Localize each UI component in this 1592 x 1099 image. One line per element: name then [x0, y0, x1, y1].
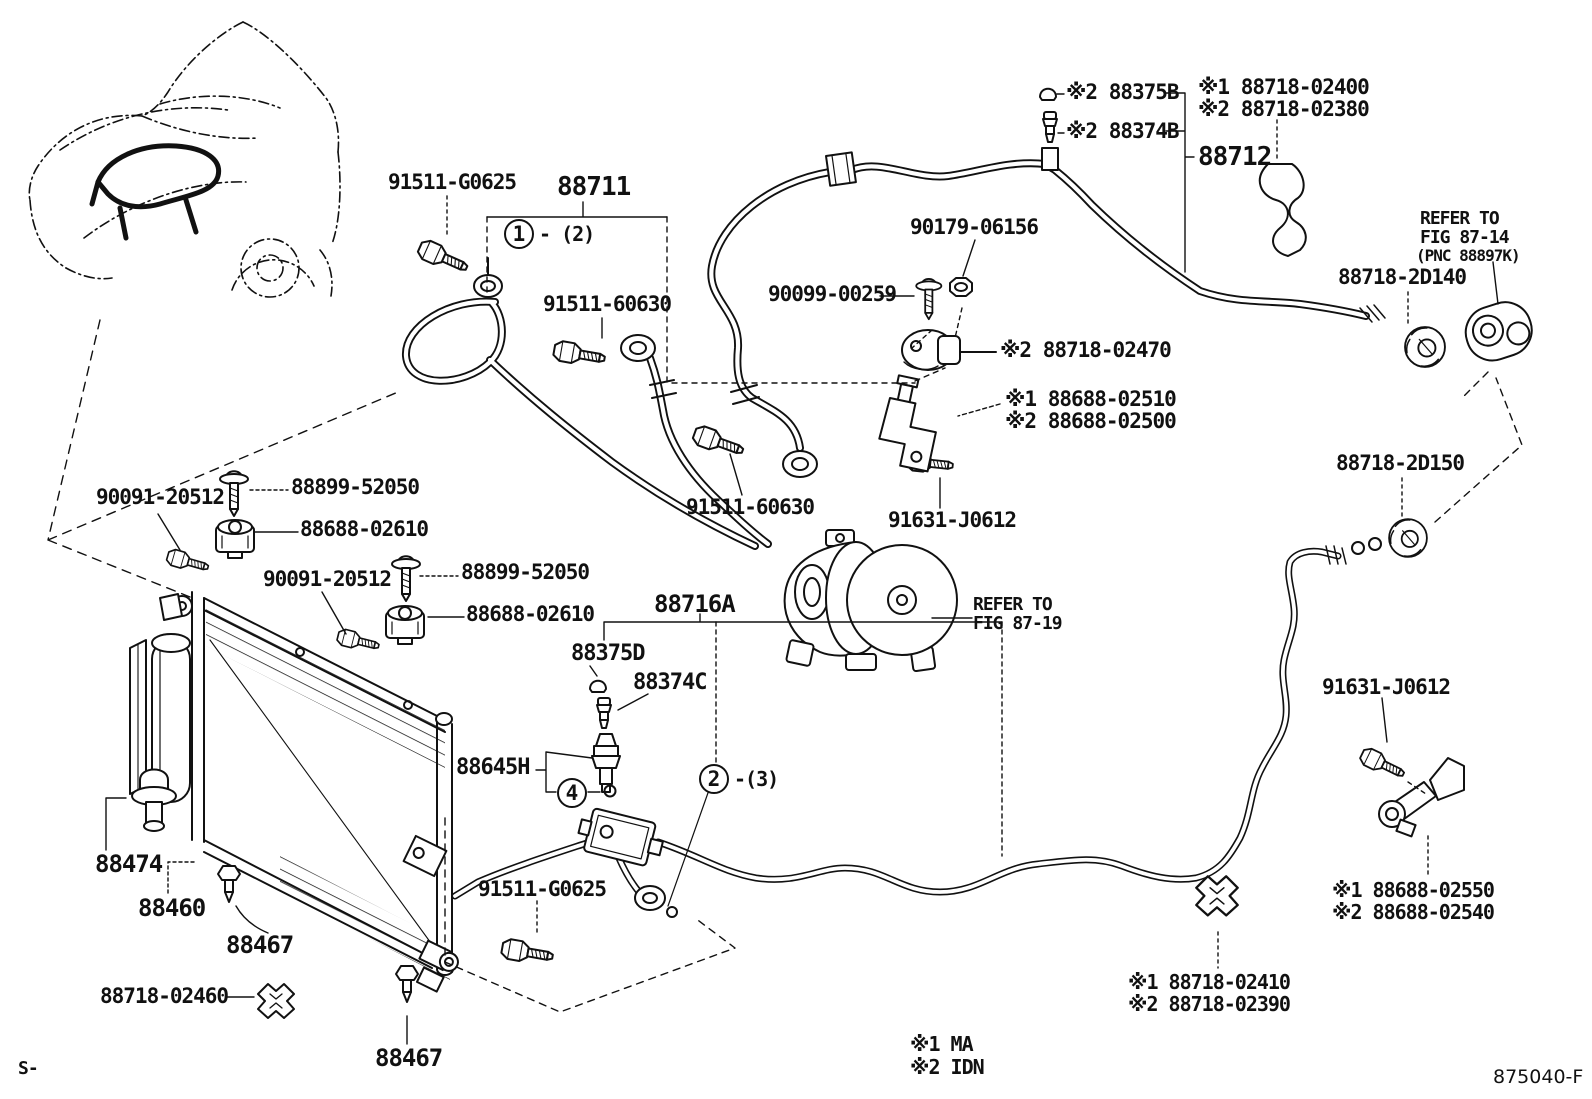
part-label: 88467: [375, 1044, 443, 1072]
part-label: 88899-52050: [461, 560, 590, 584]
part-label: ※2 88718-02380: [1198, 97, 1369, 121]
hose-flange: [783, 451, 817, 477]
part-label: 88718-02460: [100, 984, 229, 1008]
part-label: FIG 87-19: [973, 613, 1062, 634]
sight-glass-sensor-88645h: [592, 734, 620, 792]
part-label: 91511-60630: [686, 495, 815, 519]
callout-number: 4: [557, 778, 587, 808]
pipe-clamp-02470: [902, 330, 960, 370]
part-label: 88712: [1198, 142, 1272, 172]
callout-number: 2: [699, 764, 729, 794]
part-label: 88688-02610: [466, 602, 595, 626]
hose-flange: [621, 335, 655, 361]
pipe-grommet-2d150: [1389, 519, 1427, 557]
part-label: 88716A: [654, 590, 735, 618]
figure-code: 875040-F: [1493, 1066, 1584, 1088]
callout-quantity: -(3): [734, 767, 779, 791]
condenser-pin-icon: [218, 866, 240, 902]
part-label: FIG 87-14: [1420, 227, 1509, 248]
condenser-pin-icon: [396, 966, 418, 1002]
part-label: ※1 88688-02510: [1005, 387, 1176, 411]
projection-lines: [48, 320, 398, 597]
part-label: 88460: [138, 894, 206, 922]
part-label: 88645H: [456, 755, 530, 780]
part-label: 88899-52050: [291, 475, 420, 499]
part-label: 91511-G0625: [388, 170, 517, 194]
part-label: ※2 88718-02390: [1128, 992, 1290, 1016]
spring-clamp-icon: [1196, 876, 1237, 915]
harness-highlight: [92, 146, 219, 238]
rubber-cushion-icon: [216, 520, 254, 558]
part-label: 88718-2D140: [1338, 265, 1467, 289]
callout-quantity: - (2): [539, 222, 595, 246]
footnote-1: ※1 MA: [910, 1032, 973, 1056]
screw-icon: [392, 556, 420, 601]
screw-icon: [916, 279, 941, 319]
service-valve-cap-icon: [1040, 89, 1056, 100]
part-label: 88474: [95, 850, 163, 878]
part-label: 88711: [557, 172, 631, 202]
pipe-bracket-02510: [875, 374, 946, 471]
o-ring-icon: [1352, 542, 1364, 554]
bolt-icon: [336, 628, 381, 654]
bolt-icon: [1358, 746, 1407, 782]
o-ring-icon: [1369, 538, 1381, 550]
part-label: 88688-02610: [300, 517, 429, 541]
part-label: ※2 88374B: [1066, 119, 1179, 143]
part-label: REFER TO: [1420, 208, 1499, 229]
circled-callout: [557, 778, 592, 808]
part-label: ※1 88718-02400: [1198, 75, 1369, 99]
part-label: ※1 88688-02550: [1332, 878, 1494, 902]
o-ring-icon: [667, 907, 677, 917]
car-location-sketch: [29, 22, 340, 297]
part-label: 88374C: [633, 670, 707, 695]
condenser: [130, 592, 461, 995]
spring-clamp-icon: [258, 984, 294, 1018]
service-valve-cap-icon: [590, 681, 606, 692]
pipe-bracket-stay: [1260, 164, 1306, 256]
part-label: 91511-G0625: [478, 877, 607, 901]
bolt-icon: [165, 548, 210, 575]
nut-icon: [950, 278, 972, 296]
bolt-icon: [416, 238, 471, 277]
bolt-icon: [501, 938, 555, 967]
footnote-2: ※2 IDN: [910, 1055, 984, 1079]
circled-callout: [504, 219, 594, 249]
service-valve-icon: [597, 698, 611, 728]
part-label: 91631-J0612: [1322, 675, 1451, 699]
condenser-bracket: [404, 836, 447, 876]
part-label: 88718-2D150: [1336, 451, 1465, 475]
circled-callout: [699, 764, 778, 794]
bolt-icon: [691, 424, 746, 460]
part-label: (PNC 88897K): [1416, 246, 1520, 265]
junction-block: [575, 806, 667, 869]
service-valve-icon: [1043, 112, 1057, 142]
part-label: 91631-J0612: [888, 508, 1017, 532]
part-label: 90091-20512: [96, 485, 225, 509]
part-label: ※2 88688-02540: [1332, 900, 1494, 924]
part-label: 88467: [226, 931, 294, 959]
part-label: ※2 88718-02470: [1000, 338, 1171, 362]
part-label: 90179-06156: [910, 215, 1039, 239]
part-label: 91511-60630: [543, 292, 672, 316]
eye-joint-fitting: [1459, 295, 1538, 367]
compressor: [785, 530, 957, 671]
part-label: 88375D: [571, 641, 645, 666]
pipe-grommet-2d140: [1405, 327, 1445, 367]
rubber-cushion-icon: [386, 606, 424, 644]
part-label: ※2 88688-02500: [1005, 409, 1176, 433]
bolt-icon: [553, 340, 607, 369]
part-label: 90099-00259: [768, 282, 897, 306]
callout-number: 1: [504, 219, 534, 249]
part-label: REFER TO: [973, 594, 1052, 615]
part-label: ※2 88375B: [1066, 80, 1179, 104]
part-label: 90091-20512: [263, 567, 392, 591]
part-label: ※1 88718-02410: [1128, 970, 1290, 994]
corner-mark: S-: [18, 1058, 38, 1079]
screw-icon: [220, 471, 248, 516]
